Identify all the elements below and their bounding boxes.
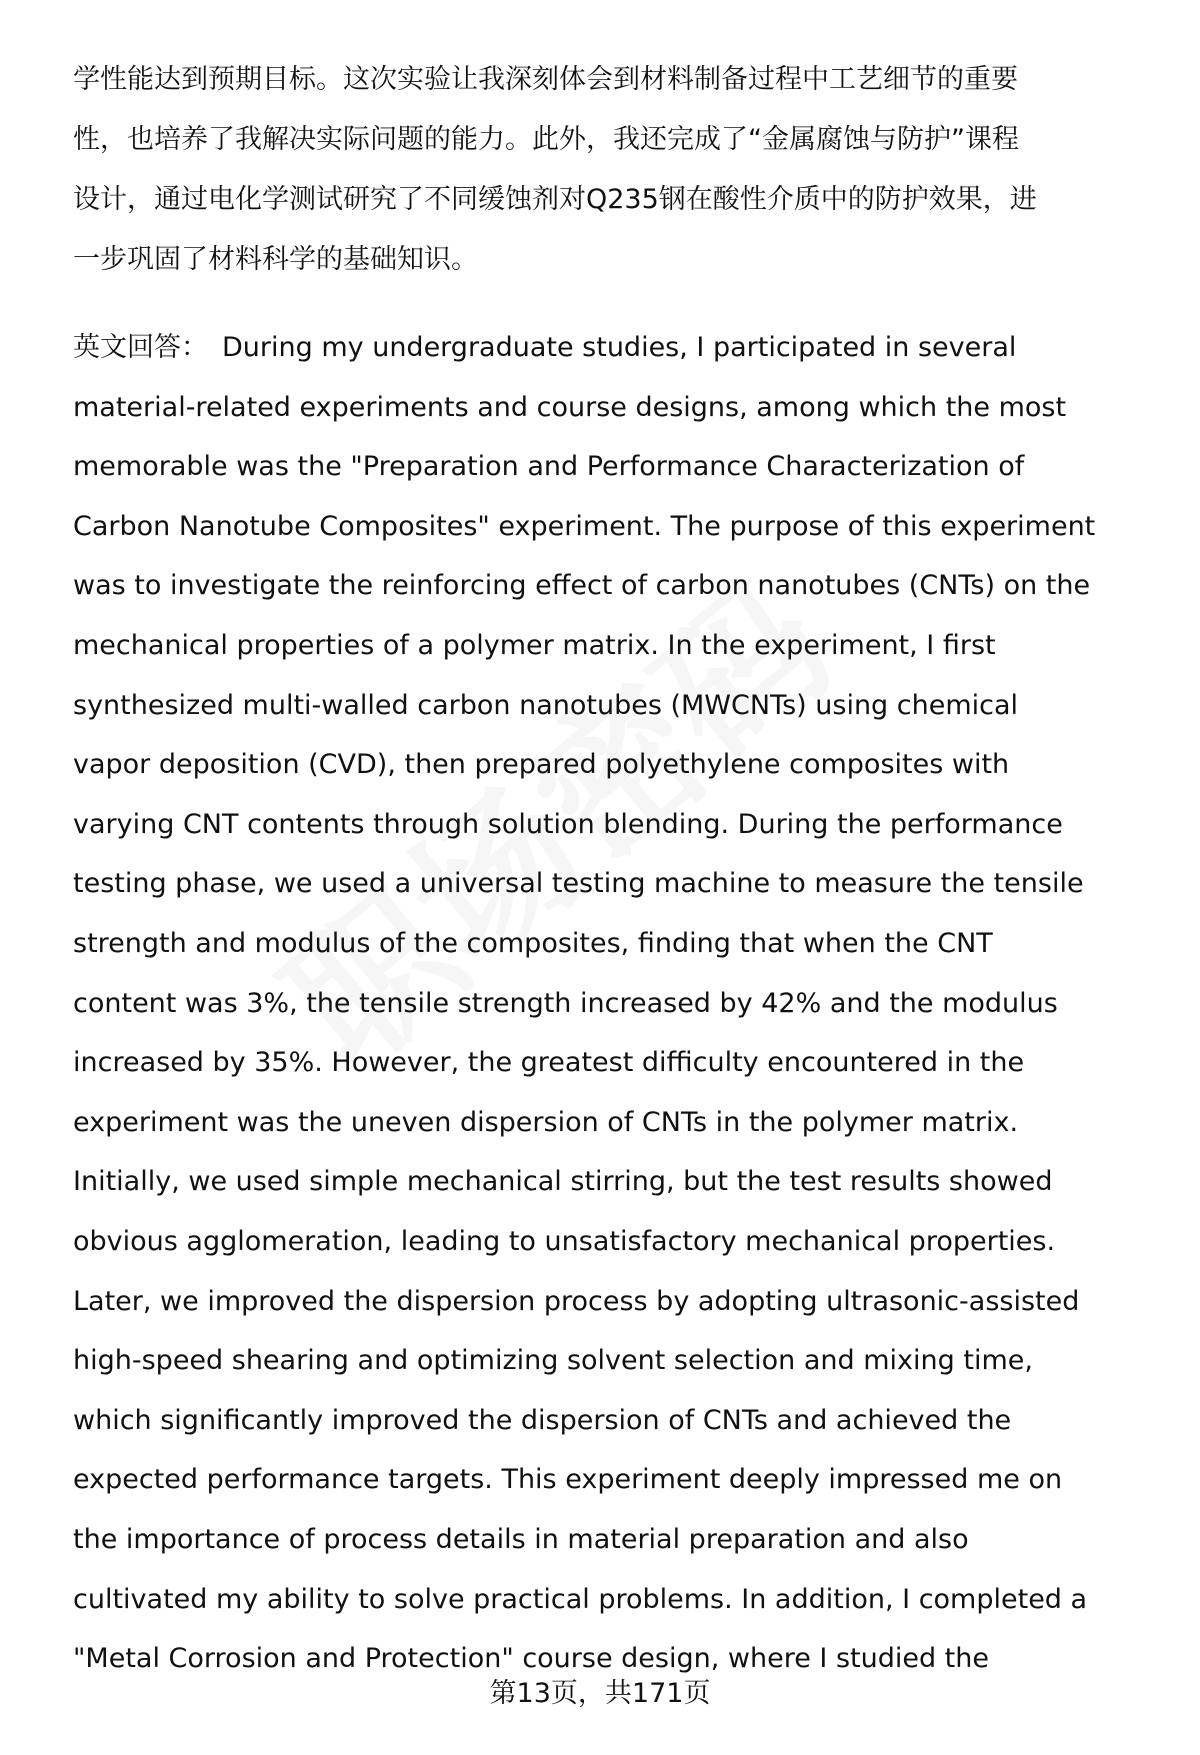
english-text-line: Carbon Nanotube Composites" experiment. The purpose of this experiment (73, 510, 1096, 542)
english-text-line (73, 330, 1016, 366)
english-text-line: Initially, we used simple mechanical stirring, but the test results showed (73, 1166, 1053, 1198)
chinese-text-line: 学性能达到预期目标。这次实验让我深刻体会到材料制备过程中工艺细节的重要 (73, 64, 1018, 95)
english-text-line: experiment was the uneven dispersion of CNTs in the polymer matrix. (73, 1106, 1019, 1138)
english-text-line: expected performance targets. This experiment deeply impressed me on (73, 1464, 1063, 1496)
english-text-line: cultivated my ability to solve practical problems. In addition, I completed a (73, 1583, 1088, 1615)
page-footer: 第13页，共171页 (489, 1678, 711, 1709)
english-text-line: increased by 35%. However, the greatest difficulty encountered in the (73, 1047, 1025, 1079)
chinese-text-line: 性，也培养了我解决实际问题的能力。此外，我还完成了“金属腐蚀与防护”课程 (73, 124, 1019, 155)
english-text: During my undergraduate studies, I participated in several (222, 332, 1017, 363)
english-text-line: which significantly improved the dispersion of CNTs and achieved the (73, 1404, 1012, 1436)
english-text-line: mechanical properties of a polymer matrix. In the experiment, I first (73, 630, 996, 661)
english-text-line: strength and modulus of the composites, finding that when the CNT (73, 928, 993, 959)
english-text-line: varying CNT contents through solution blending. During the performance (73, 808, 1063, 840)
english-text-line: Later, we improved the dispersion process by adopting ultrasonic-assisted (73, 1285, 1080, 1317)
english-text-line: testing phase, we used a universal testing machine to measure the tensile (73, 868, 1084, 900)
english-text-line: synthesized multi-walled carbon nanotubes (MWCNTs) using chemical (73, 689, 1019, 721)
english-text-line: obvious agglomeration, leading to unsatisfactory mechanical properties. (73, 1226, 1056, 1257)
english-text-line: vapor deposition (CVD), then prepared polyethylene composites with (73, 749, 1010, 781)
english-text-line: was to investigate the reinforcing effect of carbon nanotubes (CNTs) on the (73, 570, 1091, 602)
chinese-text-line: 一步巩固了材料科学的基础知识。 (73, 244, 478, 275)
english-text-line: high-speed shearing and optimizing solvent selection and mixing time, (73, 1345, 1033, 1377)
chinese-text-line: 设计，通过电化学测试研究了不同缓蚀剂对Q235钢在酸性介质中的防护效果，进 (73, 184, 1037, 215)
english-text-line: "Metal Corrosion and Protection" course design, where I studied the (73, 1643, 989, 1675)
english-text-line: content was 3%, the tensile strength increased by 42% and the modulus (73, 987, 1058, 1019)
english-text-line: the importance of process details in material preparation and also (73, 1524, 969, 1555)
english-answer-label: 英文回答： (73, 332, 208, 363)
english-text-line: memorable was the "Preparation and Performance Characterization of (73, 451, 1025, 483)
english-text-line: material-related experiments and course designs, among which the most (73, 391, 1067, 423)
